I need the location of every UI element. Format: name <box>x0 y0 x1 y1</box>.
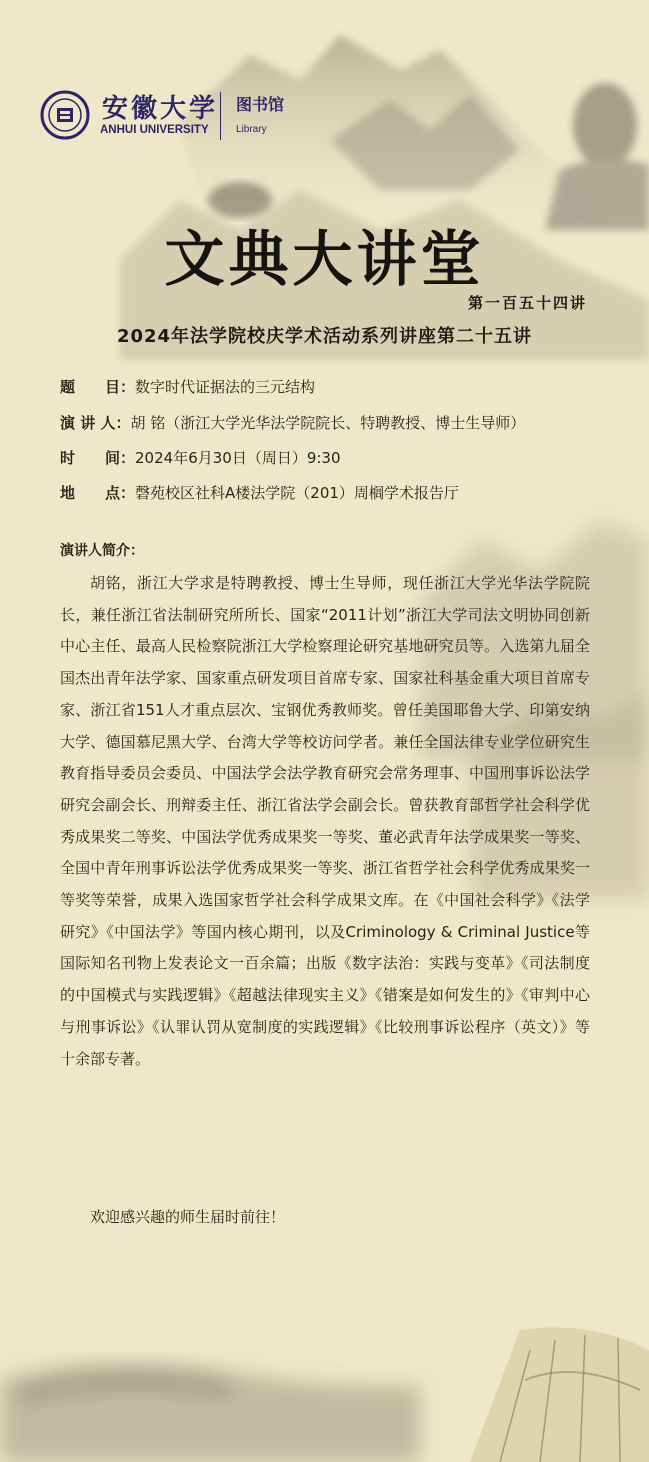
time-value: 2024年6月30日（周日）9:30 <box>135 449 341 467</box>
bio-heading: 演讲人简介： <box>60 543 144 559</box>
topic-label: 题 目： <box>60 378 136 396</box>
place-value: 磬苑校区社科A楼法学院（201）周榈学术报告厅 <box>135 484 459 502</box>
fan-image <box>470 1328 649 1462</box>
library-name-cn: 图书馆 <box>236 95 285 114</box>
topic-value: 数字时代证据法的三元结构 <box>135 378 316 396</box>
statue-image <box>545 83 649 230</box>
time-label: 时 间： <box>60 449 136 467</box>
bio-paragraph: 胡铭，浙江大学求是特聘教授、博士生导师，现任浙江大学光华法学院院长，兼任浙江省法制研究所所长、国家“2011计划”浙江大学司法文明协同创新中心主任、最高人民检察院浙江大学检察理论研究基地研究员等。入选第九届全国杰出青年法学家、国家重点研发项目首席专家、国家社科基金重大项目首席专家、浙江省151人才重点层次、宝钢优秀教师奖。曾任美国耶鲁大学、印第安纳大学、德国慕尼黑大学、台湾大学等校访问学者。兼任全国法律专业学位研究生教育指导委员会委员、中国法学会法学教育研究会常务理事、中国刑事诉讼法学研究会副会长、刑辩委主任、浙江省法学会副会长。曾获教育部哲学社会科学优秀成果奖二等奖、中国法学优秀成果奖一等奖、董必武青年法学成果奖一等奖、全国中青年刑事诉讼法学优秀成果奖一等奖、浙江省哲学社会科学优秀成果奖一等奖等荣誉，成果入选国家哲学社会科学成果文库。在《中国社会科学》《法学研究》《中国法学》等国内核心期刊，以及Criminology & Criminal Justice等国际知名刊物上发表论文一百余篇；出版《数字法治：实践与变革》《司法制度的中国模式与实践逻辑》《超越法律现实主义》《错案是如何发生的》《审判中心与刑事诉讼》《认罪认罚从宽制度的实践逻辑》《比较刑事诉讼程序（英文）》等十余部专著。 <box>60 574 590 1068</box>
time-row <box>60 447 341 468</box>
speaker-bio <box>60 568 590 1075</box>
lecture-number: 第一百五十四讲 <box>467 294 587 312</box>
university-name-cn: 安徽大学 <box>102 94 219 124</box>
anhui-university-logo <box>40 86 320 146</box>
speaker-row <box>60 412 525 433</box>
university-seal-icon <box>40 90 90 140</box>
event-subtitle: 2024年法学院校庆学术活动系列讲座第二十五讲 <box>116 326 533 347</box>
speaker-value: 胡 铭（浙江大学光华法学院院长、特聘教授、博士生导师） <box>130 414 526 432</box>
library-name-en: Library <box>236 124 267 135</box>
speaker-label: 演 讲 人： <box>60 414 131 432</box>
ink-wash-bottom <box>0 1362 420 1462</box>
place-row <box>60 482 459 503</box>
logo-divider <box>220 92 221 140</box>
lecture-series-title: 文典大讲堂 <box>164 225 485 295</box>
closing-invitation: 欢迎感兴趣的师生届时前往！ <box>90 1208 286 1226</box>
university-name-en: ANHUI UNIVERSITY <box>100 124 209 136</box>
topic-row <box>60 376 315 397</box>
place-label: 地 点： <box>60 484 136 502</box>
